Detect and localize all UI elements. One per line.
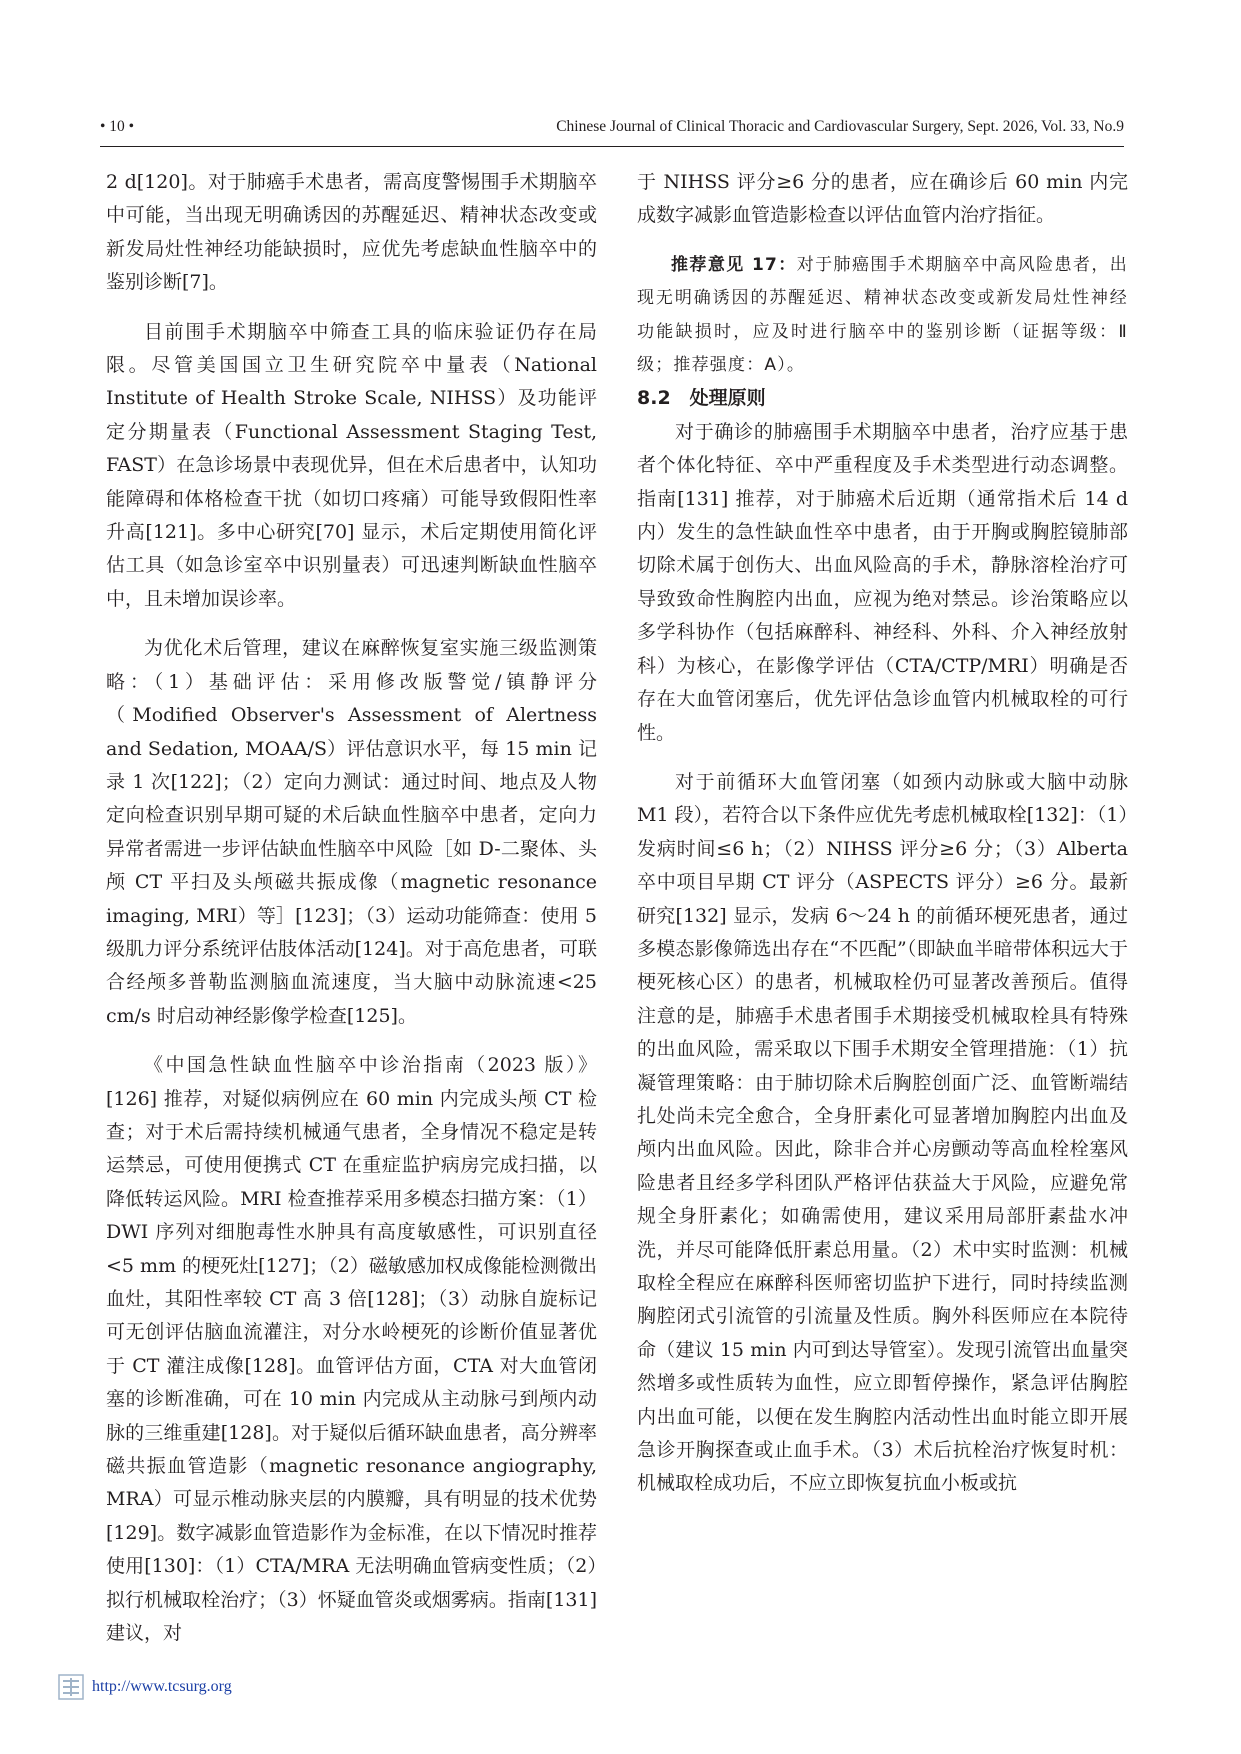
journal-logo-icon <box>58 1674 84 1700</box>
paragraph-gap <box>106 1033 597 1049</box>
paragraph: 为优化术后管理，建议在麻醉恢复室实施三级监测策略：（1）基础评估：采用修改版警觉/镇静评分（Modified Observer's Assessment of Alertness and Sedation, MOAA/S）评估意识水平，每 15 min 记录 1 次[122]；（2）定向力测试：通过时间、地点及人物定向检查识别早期可疑的术后缺血性脑卒中患者，定向力异常者需进一步评估缺血性脑卒中风险［如 D-二聚体、头颅 CT 平扫及头颅磁共振成像（magnetic resonance imaging, MRI）等］[123]；（3）运动功能筛查：使用 5 级肌力评分系统评估肢体活动[124]。对于高危患者，可联合经颅多普勒监测脑血流速度，当大脑中动脉流速<25 cm/s 时启动神经影像学检查[125]。 <box>106 637 597 1027</box>
paragraph: 目前围手术期脑卒中筛查工具的临床验证仍存在局限。尽管美国国立卫生研究院卒中量表（National Institute of Health Stroke Scale, NIHSS）及功能评定分期量表（Functional Assessment Staging Test, FAST）在急诊场景中表现优异，但在术后患者中，认知功能障碍和体格检查干扰（如切口疼痛）可能导致假阳性率升高[121]。多中心研究[70] 显示，术后定期使用简化评估工具（如急诊室卒中识别量表）可迅速判断缺血性脑卒中，且未增加误诊率。 <box>106 320 597 610</box>
page-footer <box>58 1672 232 1702</box>
paragraph: 《中国急性缺血性脑卒中诊治指南（2023 版）》[126] 推荐，对疑似病例应在 60 min 内完成头颅 CT 检查；对于术后需持续机械通气患者，全身情况不稳定是转运禁忌，可使用便携式 CT 在重症监护病房完成扫描，以降低转运风险。MRI 检查推荐采用多模态扫描方案：（1）DWI 序列对细胞毒性水肿具有高度敏感性，可识别直径<5 mm 的梗死灶[127]；（2）磁敏感加权成像能检测微出血灶，其阳性率较 CT 高 3 倍[128]；（3）动脉自旋标记可无创评估脑血流灌注，对分水岭梗死的诊断价值显著优于 CT 灌注成像[128]。血管评估方面，CTA 对大血管闭塞的诊断准确，可在 10 min 内完成从主动脉弓到颅内动脉的三维重建[128]。对于疑似后循环缺血患者，高分辨率磁共振血管造影（magnetic resonance angiography, MRA）可显示椎动脉夹层的内膜瓣，具有明显的技术优势[129]。数字减影血管造影作为金标准，在以下情况时推荐使用[130]：（1）CTA/MRA 无法明确血管病变性质；（2）拟行机械取栓治疗；（3）怀疑血管炎或烟雾病。指南[131] 建议，对 <box>106 1054 597 1645</box>
page-number: • 10 • <box>100 118 135 135</box>
journal-url-link[interactable]: http://www.tcsurg.org <box>92 1678 232 1695</box>
journal-citation: Chinese Journal of Clinical Thoracic and Cardiovascular Surgery, Sept. 2026, Vol. 33, No.9 <box>556 118 1124 135</box>
right-column <box>637 166 1128 1501</box>
paragraph-gap <box>637 750 1128 766</box>
running-header <box>100 118 1124 144</box>
left-column <box>106 166 597 1650</box>
header-rule <box>100 146 1124 147</box>
paragraph: 对于前循环大血管闭塞（如颈内动脉或大脑中动脉 M1 段），若符合以下条件应优先考虑机械取栓[132]：（1）发病时间≤6 h；（2）NIHSS 评分≥6 分；（3）Alberta 卒中项目早期 CT 评分（ASPECTS 评分）≥6 分。最新研究[132] 显示，发病 6～24 h 的前循环梗死患者，通过多模态影像筛选出存在“不匹配”（即缺血半暗带体积远大于梗死核心区）的患者，机械取栓仍可显著改善预后。值得注意的是，肺癌手术患者围手术期接受机械取栓具有特殊的出血风险，需采取以下围手术期安全管理措施：（1）抗凝管理策略：由于肺切除术后胸腔创面广泛、血管断端结扎处尚未完全愈合，全身肝素化可显著增加胸腔内出血及颅内出血风险。因此，除非合并心房颤动等高血栓栓塞风险患者且经多学科团队严格评估获益大于风险，应避免常规全身肝素化；如确需使用，建议采用局部肝素盐水冲洗，并尽可能降低肝素总用量。（2）术中实时监测：机械取栓全程应在麻醉科医师密切监护下进行，同时持续监测胸腔闭式引流管的引流量及性质。胸外科医师应在本院待命（建议 15 min 内可到达导管室）。发现引流管出血量突然增多或性质转为血性，应立即暂停操作，紧急评估胸腔内出血可能，以便在发生胸腔内活动性出血时能立即开展急诊开胸探查或止血手术。（3）术后抗栓治疗恢复时机：机械取栓成功后，不应立即恢复抗血小板或抗 <box>637 770 1128 1495</box>
recommendation-17 <box>637 249 1128 383</box>
paragraph: 2 d[120]。对于肺癌手术患者，需高度警惕围手术期脑卒中可能，当出现无明确诱因的苏醒延迟、精神状态改变或新发局灶性神经功能缺损时，应优先考虑缺血性脑卒中的鉴别诊断[7]。 <box>106 171 597 294</box>
paragraph-gap <box>106 300 597 316</box>
recommendation-label: 推荐意见 17： <box>671 254 797 275</box>
paragraph: 于 NIHSS 评分≥6 分的患者，应在确诊后 60 min 内完成数字减影血管造影检查以评估血管内治疗指征。 <box>637 171 1128 227</box>
section-heading: 8.2 处理原则 <box>637 387 766 410</box>
paragraph-gap <box>637 233 1128 249</box>
paragraph: 对于确诊的肺癌围手术期脑卒中患者，治疗应基于患者个体化特征、卒中严重程度及手术类型进行动态调整。指南[131] 推荐，对于肺癌术后近期（通常指术后 14 d 内）发生的急性缺血性卒中患者，由于开胸或胸腔镜肺部切除术属于创伤大、出血风险高的手术，静脉溶栓治疗可导致致命性胸腔内出血，应视为绝对禁忌。诊治策略应以多学科协作（包括麻醉科、神经科、外科、介入神经放射科）为核心，在影像学评估（CTA/CTP/MRI）明确是否存在大血管闭塞后，优先评估急诊血管内机械取栓的可行性。 <box>637 420 1128 744</box>
recommendation-text: 对于肺癌围手术期脑卒中高风险患者，出现无明确诱因的苏醒延迟、精神状态改变或新发局灶性神经功能缺损时，应及时进行脑卒中的鉴别诊断（证据等级：Ⅱ级；推荐强度：A）。 <box>637 254 1128 376</box>
paragraph-gap <box>106 616 597 632</box>
